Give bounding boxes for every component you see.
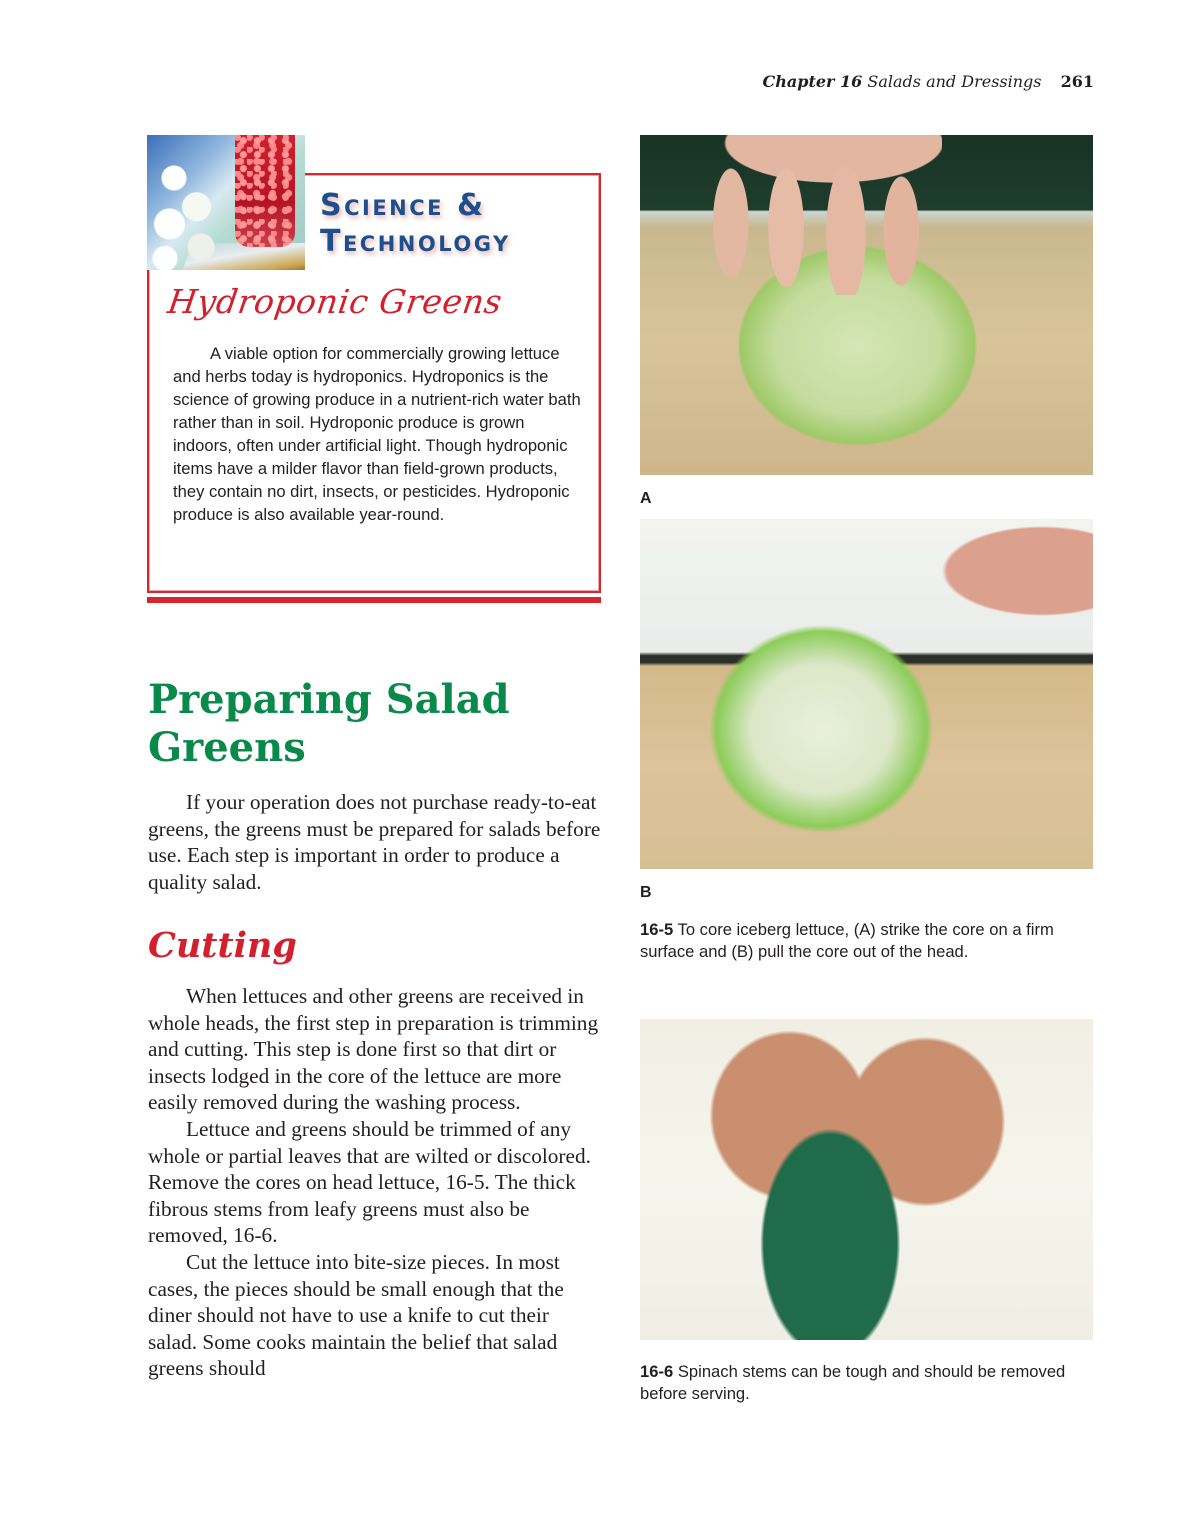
feature-paragraph: A viable option for commercially growing lettuce and herbs today is hydroponics. Hydroponics is the science of growing produce in a nutrient-rich water bath rather than in soil. Hydroponic produce is grown indoors, often under artificial light. Though hydroponic items have a milder flavor than field-grown products, they contain no dirt, insects, or pesticides. Hydroponic produce is also available year-round.: [173, 344, 581, 524]
body-paragraph: Lettuce and greens should be trimmed of any whole or partial leaves that are wilted or discolored. Remove the cores on head lettuce, 16-5. The thick fibrous stems from leafy greens must also be removed, 16-6.: [148, 1116, 591, 1248]
figure-16-5a-photo: [640, 135, 1093, 475]
feature-subtitle: Hydroponic Greens: [165, 282, 505, 321]
feature-series-title: [320, 188, 600, 260]
intro-text: [148, 789, 603, 895]
figure-16-5b-photo: [640, 519, 1093, 869]
subsection-heading-cutting: Cutting: [148, 925, 297, 966]
figure-16-5-caption: [640, 919, 1095, 963]
body-paragraph: When lettuces and other greens are received in whole heads, the first step in preparation is trimming and cutting. This step is done first so that dirt or insects lodged in the core of the lettuce are more easily removed during the washing process.: [148, 984, 599, 1115]
intro-paragraph: If your operation does not purchase ready-to-eat greens, the greens must be prepared for salads before use. Each step is important in order to produce a quality salad.: [148, 790, 601, 894]
berry-glass-shape: [235, 135, 295, 247]
hand-shape: [923, 519, 1093, 649]
figure-16-6-photo: [640, 1019, 1093, 1340]
figure-number: 16-5: [640, 920, 674, 939]
figure-16-6-caption: [640, 1361, 1095, 1405]
hand-shape: [702, 135, 942, 295]
panel-label-a: A: [640, 490, 652, 507]
running-header: [700, 72, 1094, 91]
body-paragraph: Cut the lettuce into bite-size pieces. In most cases, the pieces should be small enough that the diner should not have to use a knife to cut their salad. Some cooks maintain the belief that salad greens should: [148, 1249, 564, 1381]
section-heading: Preparing Salad Greens: [148, 676, 510, 771]
chapter-label: Chapter 16: [762, 72, 863, 91]
cutting-text: [148, 983, 603, 1382]
blossom-shape: [147, 155, 237, 270]
feature-body: [173, 342, 583, 526]
page-number: 261: [1060, 72, 1094, 91]
panel-label-b: B: [640, 884, 652, 901]
feature-series-title-line1: Science &: [320, 188, 486, 223]
chapter-title: Salads and Dressings: [867, 72, 1042, 91]
feature-series-title-line2: Technology: [320, 224, 511, 259]
feature-thumbnail-image: [147, 135, 305, 270]
caption-text: To core iceberg lettuce, (A) strike the core on a firm surface and (B) pull the core out of the head.: [640, 920, 1054, 961]
figure-number: 16-6: [640, 1362, 674, 1381]
caption-text: Spinach stems can be tough and should be removed before serving.: [640, 1362, 1066, 1403]
feature-box-bottom-rule: [147, 597, 601, 603]
